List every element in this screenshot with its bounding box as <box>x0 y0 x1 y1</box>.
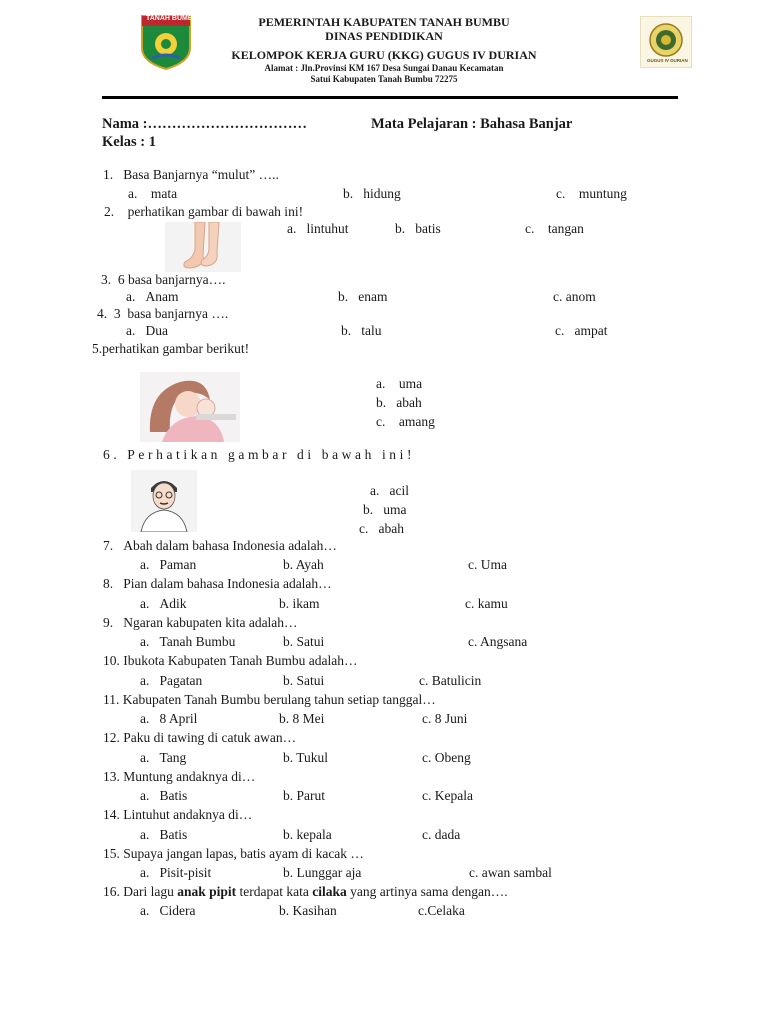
q16-word: cilaka <box>312 884 347 899</box>
q16-option-c: c.Celaka <box>418 903 465 918</box>
question-11: 11. Kabupaten Tanah Bumbu berulang tahun setiap tanggal… <box>103 692 436 707</box>
q9-option-a: a. Tanah Bumbu <box>140 634 236 649</box>
question-12: 12. Paku di tawing di catuk awan… <box>103 730 297 745</box>
q8-option-b: b. ikam <box>279 596 320 611</box>
header-government: PEMERINTAH KABUPATEN TANAH BUMBU <box>258 15 510 29</box>
question-4: 4. 3 basa banjarnya …. <box>97 306 229 321</box>
feet-image <box>165 222 241 272</box>
header-address: Alamat : Jln.Provinsi KM 167 Desa Sungai Danau Kecamatan <box>264 63 504 73</box>
q1-option-b: b. hidung <box>343 186 401 201</box>
q7-option-c: c. Uma <box>468 557 507 572</box>
q1-option-a: a. mata <box>128 186 178 201</box>
q16-song: anak pipit <box>177 884 237 899</box>
q14-option-c: c. dada <box>422 827 461 842</box>
q12-option-b: b. Tukul <box>283 750 329 765</box>
q1-option-c: c. muntung <box>556 186 627 201</box>
q14-option-a: a. Batis <box>140 827 188 842</box>
q9-option-c: c. Angsana <box>468 634 528 649</box>
q10-option-a: a. Pagatan <box>140 673 203 688</box>
question-15: 15. Supaya jangan lapas, batis ayam di kacak … <box>103 846 364 861</box>
q5-option-b: b. abah <box>376 395 422 410</box>
q6-option-a: a. acil <box>370 483 409 498</box>
question-6: 6. Perhatikan gambar di bawah ini! <box>103 447 416 462</box>
q15-option-c: c. awan sambal <box>469 865 552 880</box>
kelas-field: Kelas : 1 <box>102 134 156 150</box>
q13-option-c: c. Kepala <box>422 788 473 803</box>
q13-option-a: a. Batis <box>140 788 188 803</box>
q3-option-a: a. Anam <box>126 289 179 304</box>
q3-option-c: c. anom <box>553 289 596 304</box>
q6-option-c: c. abah <box>359 521 404 536</box>
father-image <box>131 470 197 532</box>
header-address-2: Satui Kabupaten Tanah Bumbu 72275 <box>310 74 458 84</box>
q7-option-b: b. Ayah <box>283 557 324 572</box>
question-9: 9. Ngaran kabupaten kita adalah… <box>103 615 298 630</box>
q9-option-b: b. Satui <box>283 634 325 649</box>
question-1: 1. Basa Banjarnya “mulut” ….. <box>103 167 279 182</box>
q11-option-b: b. 8 Mei <box>279 711 325 726</box>
q11-option-a: a. 8 April <box>140 711 198 726</box>
q2-option-a: a. lintuhut <box>287 221 349 236</box>
tanah-bumbu-logo-text: TANAH BUMBU <box>146 15 198 22</box>
mother-baby-image <box>140 372 240 442</box>
q3-option-b: b. enam <box>338 289 388 304</box>
q16-text-pre: 16. Dari lagu <box>103 884 178 899</box>
q8-option-a: a. Adik <box>140 596 187 611</box>
header-divider <box>102 96 678 99</box>
q4-option-c: c. ampat <box>555 323 608 338</box>
header-department: DINAS PENDIDIKAN <box>325 29 443 43</box>
q16-text-post: yang artinya sama dengan…. <box>346 884 508 899</box>
q2-option-c: c. tangan <box>525 221 584 236</box>
q5-option-a: a. uma <box>376 376 423 391</box>
question-16 <box>103 884 508 900</box>
q10-option-c: c. Batulicin <box>419 673 482 688</box>
q7-option-a: a. Paman <box>140 557 197 572</box>
question-8: 8. Pian dalam bahasa Indonesia adalah… <box>103 576 332 591</box>
q6-option-b: b. uma <box>363 502 407 517</box>
q13-option-b: b. Parut <box>283 788 325 803</box>
question-2: 2. perhatikan gambar di bawah ini! <box>104 204 304 219</box>
q12-option-a: a. Tang <box>140 750 187 765</box>
q16-option-b: b. Kasihan <box>279 903 337 918</box>
header-kkg: KELOMPOK KERJA GURU (KKG) GUGUS IV DURIAN <box>231 48 537 62</box>
q8-option-c: c. kamu <box>465 596 508 611</box>
gugus-logo-text: GUGUS IV DURIAN <box>647 58 688 63</box>
q4-option-b: b. talu <box>341 323 382 338</box>
q14-option-b: b. kepala <box>283 827 332 842</box>
q11-option-c: c. 8 Juni <box>422 711 468 726</box>
question-10: 10. Ibukota Kabupaten Tanah Bumbu adalah… <box>103 653 358 668</box>
q16-text-mid: terdapat kata <box>236 884 313 899</box>
q10-option-b: b. Satui <box>283 673 325 688</box>
question-3: 3. 6 basa banjarnya…. <box>101 272 226 287</box>
q2-option-b: b. batis <box>395 221 441 236</box>
q16-option-a: a. Cidera <box>140 903 196 918</box>
nama-field: Nama :…………………………… <box>102 116 308 132</box>
q15-option-a: a. Pisit-pisit <box>140 865 212 880</box>
mata-pelajaran: Mata Pelajaran : Bahasa Banjar <box>371 116 573 132</box>
question-14: 14. Lintuhut andaknya di… <box>103 807 253 822</box>
q15-option-b: b. Lunggar aja <box>283 865 362 880</box>
q12-option-c: c. Obeng <box>422 750 471 765</box>
question-7: 7. Abah dalam bahasa Indonesia adalah… <box>103 538 337 553</box>
q4-option-a: a. Dua <box>126 323 168 338</box>
q5-option-c: c. amang <box>376 414 435 429</box>
question-5: 5.perhatikan gambar berikut! <box>92 341 250 356</box>
question-13: 13. Muntung andaknya di… <box>103 769 256 784</box>
